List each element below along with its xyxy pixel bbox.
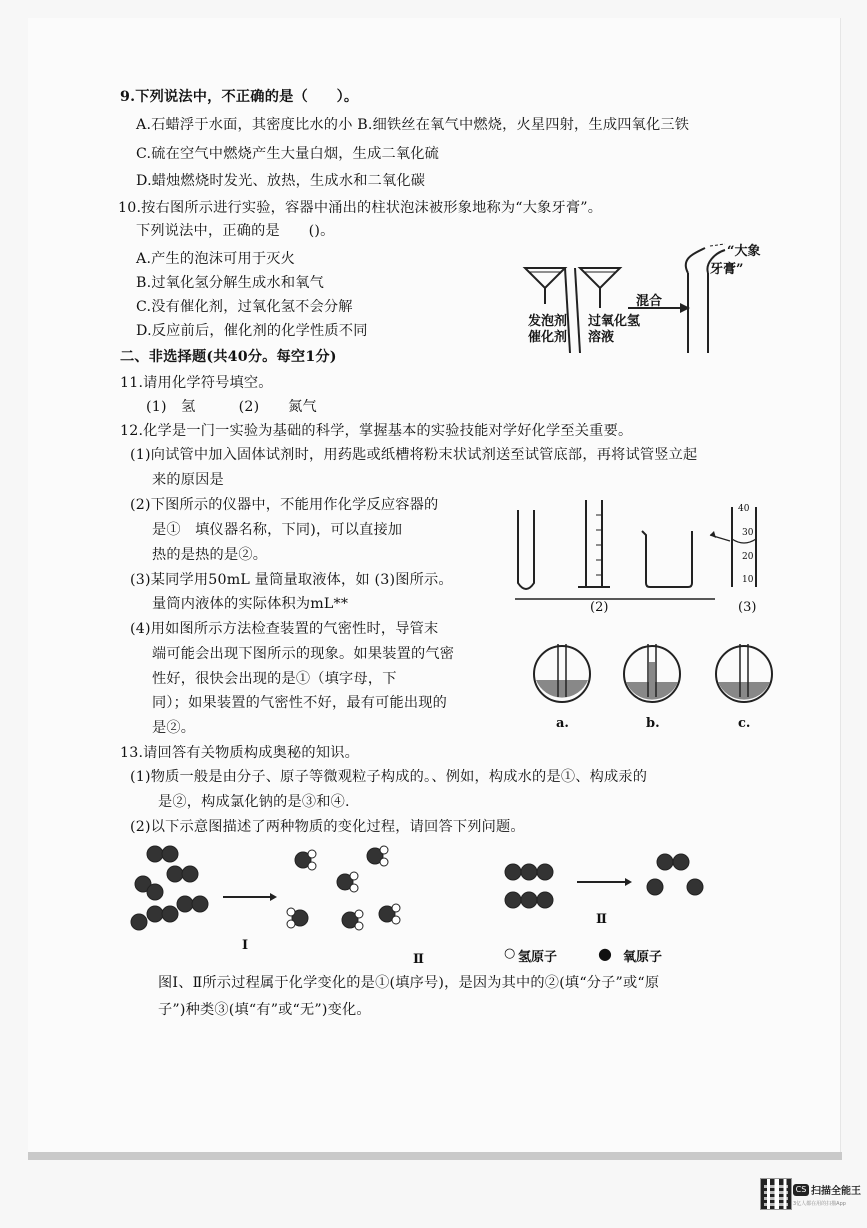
q10-option-c: C.没有催化剂，过氧化氢不会分解 <box>136 299 353 315</box>
section-2-heading: 二、非选择题(共40分。每空1分) <box>120 349 337 365</box>
q13-part1: (1)物质一般是由分子、原子等微观粒子构成的。、例如，构成水的是①、构成汞的 <box>130 769 648 785</box>
q12-part3-cont: 量筒内液体的实际体积为mL** <box>152 596 349 612</box>
q13-part2-question: 图Ⅰ、Ⅱ所示过程属于化学变化的是①(填序号)，是因为其中的②(填“分子”或“原 <box>158 975 660 991</box>
fig10-label-peroxide: 过氧化氢 <box>588 314 641 329</box>
q12-part4: (4)用如图所示方法检查装置的气密性时，导管末 <box>130 621 439 637</box>
q9-option-ab: A.石蜡浮于水面，其密度比水的小 B.细铁丝在氧气中燃烧，火星四射，生成四氧化三铁 <box>136 117 690 133</box>
camscanner-tagline: 3亿人都在用的扫描App <box>793 1201 846 1207</box>
flask-label-c: c. <box>738 716 751 731</box>
fig10-label-foaming: 发泡剂 <box>528 314 568 329</box>
camscanner-logo: CS <box>793 1184 809 1196</box>
q12-part3: (3)某同学用50mL 量筒量取液体，如 (3)图所示。 <box>130 572 453 588</box>
q12-part4-cont3: 同）；如果装置的气密性不好，最有可能出现的 <box>152 695 448 711</box>
q12-part4-cont: 端可能会出现下图所示的现象。如果装置的气密 <box>152 646 455 662</box>
fig10-label-toothpaste: 牙膏” <box>710 262 744 277</box>
flask-label-b: b. <box>646 716 660 731</box>
q12-part2-cont: 是① 填仪器名称，下同)，可以直接加 <box>152 522 403 538</box>
scale-30: 30 <box>742 528 754 538</box>
q10-stem: 10.按右图所示进行实验，容器中涌出的柱状泡沫被形象地称为“大象牙膏”。 <box>118 200 603 216</box>
scale-20: 20 <box>742 552 754 562</box>
qr-code-icon <box>760 1178 792 1210</box>
fig12-caption-2: (2) <box>590 600 609 615</box>
legend-oxygen: 氧原子 <box>623 950 663 965</box>
q10-option-b: B.过氧化氢分解生成水和氧气 <box>136 275 324 291</box>
fig10-label-elephant: “大象 <box>727 244 761 259</box>
scale-10: 10 <box>742 575 754 585</box>
fig12-caption-3: (3) <box>738 600 757 615</box>
q12-part1-cont: 来的原因是 <box>152 472 224 488</box>
diagram-label-II-b: Ⅱ <box>596 912 607 927</box>
fig10-label-catalyst: 催化剂 <box>528 330 568 345</box>
q12-part2: (2)下图所示的仪器中，不能用作化学反应容器的 <box>130 497 439 513</box>
q13-part2-question-cont: 子”)种类③(填“有”或“无”)变化。 <box>158 1002 371 1018</box>
q12-stem: 12.化学是一门一实验为基础的科学，掌握基本的实验技能对学好化学至关重要。 <box>120 423 633 439</box>
q11-blanks: (1) 氢 (2) 氮气 <box>146 399 317 415</box>
q11-stem: 11.请用化学符号填空。 <box>120 375 273 391</box>
q12-part4-cont2: 性好，很快会出现的是①（填字母，下 <box>152 671 397 687</box>
flask-label-a: a. <box>556 716 569 731</box>
q9-option-c: C.硫在空气中燃烧产生大量白烟，生成二氧化硫 <box>136 146 440 162</box>
q10-stem-2: 下列说法中，正确的是 ()。 <box>136 223 335 239</box>
q10-option-a: A.产生的泡沫可用于灭火 <box>136 251 296 267</box>
q12-part2-cont2: 热的是热的是②。 <box>152 547 268 563</box>
q10-option-d: D.反应前后，催化剂的化学性质不同 <box>136 323 368 339</box>
legend-open-circle-icon: ○ <box>504 946 516 961</box>
diagram-label-II-a: Ⅱ <box>413 952 424 967</box>
camscanner-name: 扫描全能王 <box>811 1186 861 1197</box>
q12-part1: (1)向试管中加入固体试剂时，用药匙或纸槽将粉末状试剂送至试管底部，再将试管竖立起 <box>130 447 698 463</box>
q13-part2: (2)以下示意图描述了两种物质的变化过程，请回答下列问题。 <box>130 819 525 835</box>
q12-part4-cont4: 是②。 <box>152 720 196 736</box>
q13-stem: 13.请回答有关物质构成奥秘的知识。 <box>120 745 359 761</box>
scale-40: 40 <box>738 504 750 514</box>
fig10-label-solution: 溶液 <box>588 330 615 345</box>
legend-filled-circle-icon: ● <box>598 944 612 963</box>
q9-stem: 9.下列说法中，不正确的是（ ）。 <box>120 89 359 105</box>
q13-part1-cont: 是②，构成氯化钠的是③和④. <box>158 794 350 810</box>
molecule-change-diagram <box>125 842 725 947</box>
q9-option-d: D.蜡烛燃烧时发光、放热，生成水和二氧化碳 <box>136 173 426 189</box>
fig10-label-mix: 混合 <box>636 294 663 309</box>
airtightness-flasks-figure <box>528 642 778 712</box>
page-edge-shadow <box>28 1152 842 1160</box>
diagram-label-I: Ⅰ <box>242 938 249 953</box>
legend-hydrogen: 氢原子 <box>518 950 558 965</box>
